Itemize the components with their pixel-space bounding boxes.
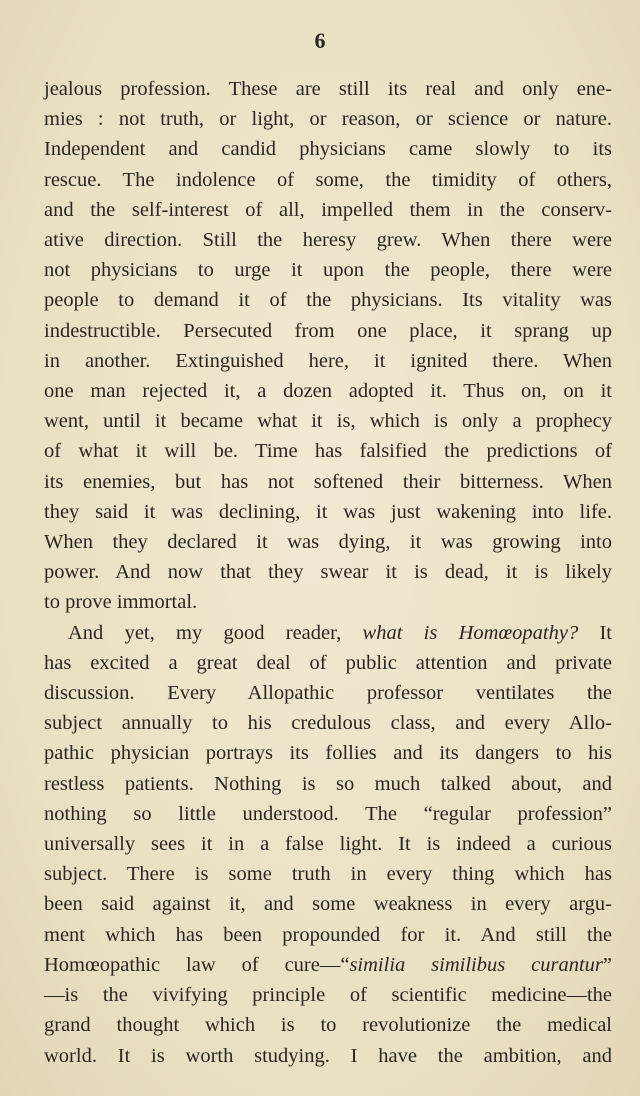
text-line: Independent and candid physicians came slowly to its bbox=[44, 138, 612, 161]
text-segment: It bbox=[578, 621, 612, 644]
text-line: been said against it, and some weakness in every argu- bbox=[44, 893, 612, 916]
text-line: world. It is worth studying. I have the ambition, and bbox=[44, 1044, 612, 1067]
italic-latin-motto: similia similibus curantur bbox=[349, 953, 603, 976]
text-line-quote bbox=[44, 950, 612, 980]
text-line: subject. There is some truth in every thing which has bbox=[44, 863, 612, 886]
text-line: rescue. The indolence of some, the timidity of others, bbox=[44, 168, 612, 191]
text-line: ment which has been propounded for it. And still the bbox=[44, 923, 612, 946]
text-line-first bbox=[44, 618, 612, 648]
text-line: people to demand it of the physicians. Its vitality was bbox=[44, 289, 612, 312]
text-line: of what it will be. Time has falsified the predictions of bbox=[44, 440, 612, 463]
italic-question: what is Homœopathy? bbox=[362, 621, 579, 644]
text-line: restless patients. Nothing is so much talked about, and bbox=[44, 772, 612, 795]
text-line: pathic physician portrays its follies and its dangers to his bbox=[44, 742, 612, 765]
text-line: universally sees it in a false light. It is indeed a curious bbox=[44, 833, 612, 856]
text-segment: ” bbox=[602, 953, 613, 976]
text-segment: Homœopathic law of cure—“ bbox=[44, 953, 350, 976]
text-line: in another. Extinguished here, it ignited there. When bbox=[44, 349, 612, 372]
text-line: ative direction. Still the heresy grew. When there were bbox=[44, 229, 612, 252]
text-line: —is the vivifying principle of scientific medicine—the bbox=[44, 984, 612, 1007]
text-line: When they declared it was dying, it was growing into bbox=[44, 531, 612, 554]
text-line: discussion. Every Allopathic professor ventilates the bbox=[44, 682, 612, 705]
text-line: power. And now that they swear it is dead, it is likely bbox=[44, 561, 612, 584]
text-line: indestructible. Persecuted from one place, it sprang up bbox=[44, 319, 612, 342]
text-line: has excited a great deal of public attention and private bbox=[44, 651, 612, 674]
text-line: and the self-interest of all, impelled them in the conserv- bbox=[44, 198, 612, 221]
text-line: not physicians to urge it upon the people, there were bbox=[44, 259, 612, 282]
text-line: to prove immortal. bbox=[44, 591, 198, 614]
paragraph-2 bbox=[44, 618, 612, 1071]
paragraph-1 bbox=[44, 74, 612, 618]
text-line: its enemies, but has not softened their bitterness. When bbox=[44, 470, 612, 493]
page-number: 6 bbox=[314, 28, 326, 53]
text-line: nothing so little understood. The “regular profession” bbox=[44, 802, 612, 825]
page-body-text bbox=[44, 74, 612, 1071]
text-line: grand thought which is to revolutionize the medical bbox=[44, 1014, 612, 1037]
text-line: they said it was declining, it was just wakening into life. bbox=[44, 500, 612, 523]
text-line: mies : not truth, or light, or reason, or science or nature. bbox=[44, 108, 612, 131]
text-line: one man rejected it, a dozen adopted it. Thus on, on it bbox=[44, 380, 612, 403]
text-line: subject annually to his credulous class, and every Allo- bbox=[44, 712, 612, 735]
text-segment: And yet, my good reader, bbox=[68, 621, 363, 644]
text-line: went, until it became what it is, which is only a prophecy bbox=[44, 410, 612, 433]
text-line: jealous profession. These are still its real and only ene- bbox=[44, 78, 612, 100]
